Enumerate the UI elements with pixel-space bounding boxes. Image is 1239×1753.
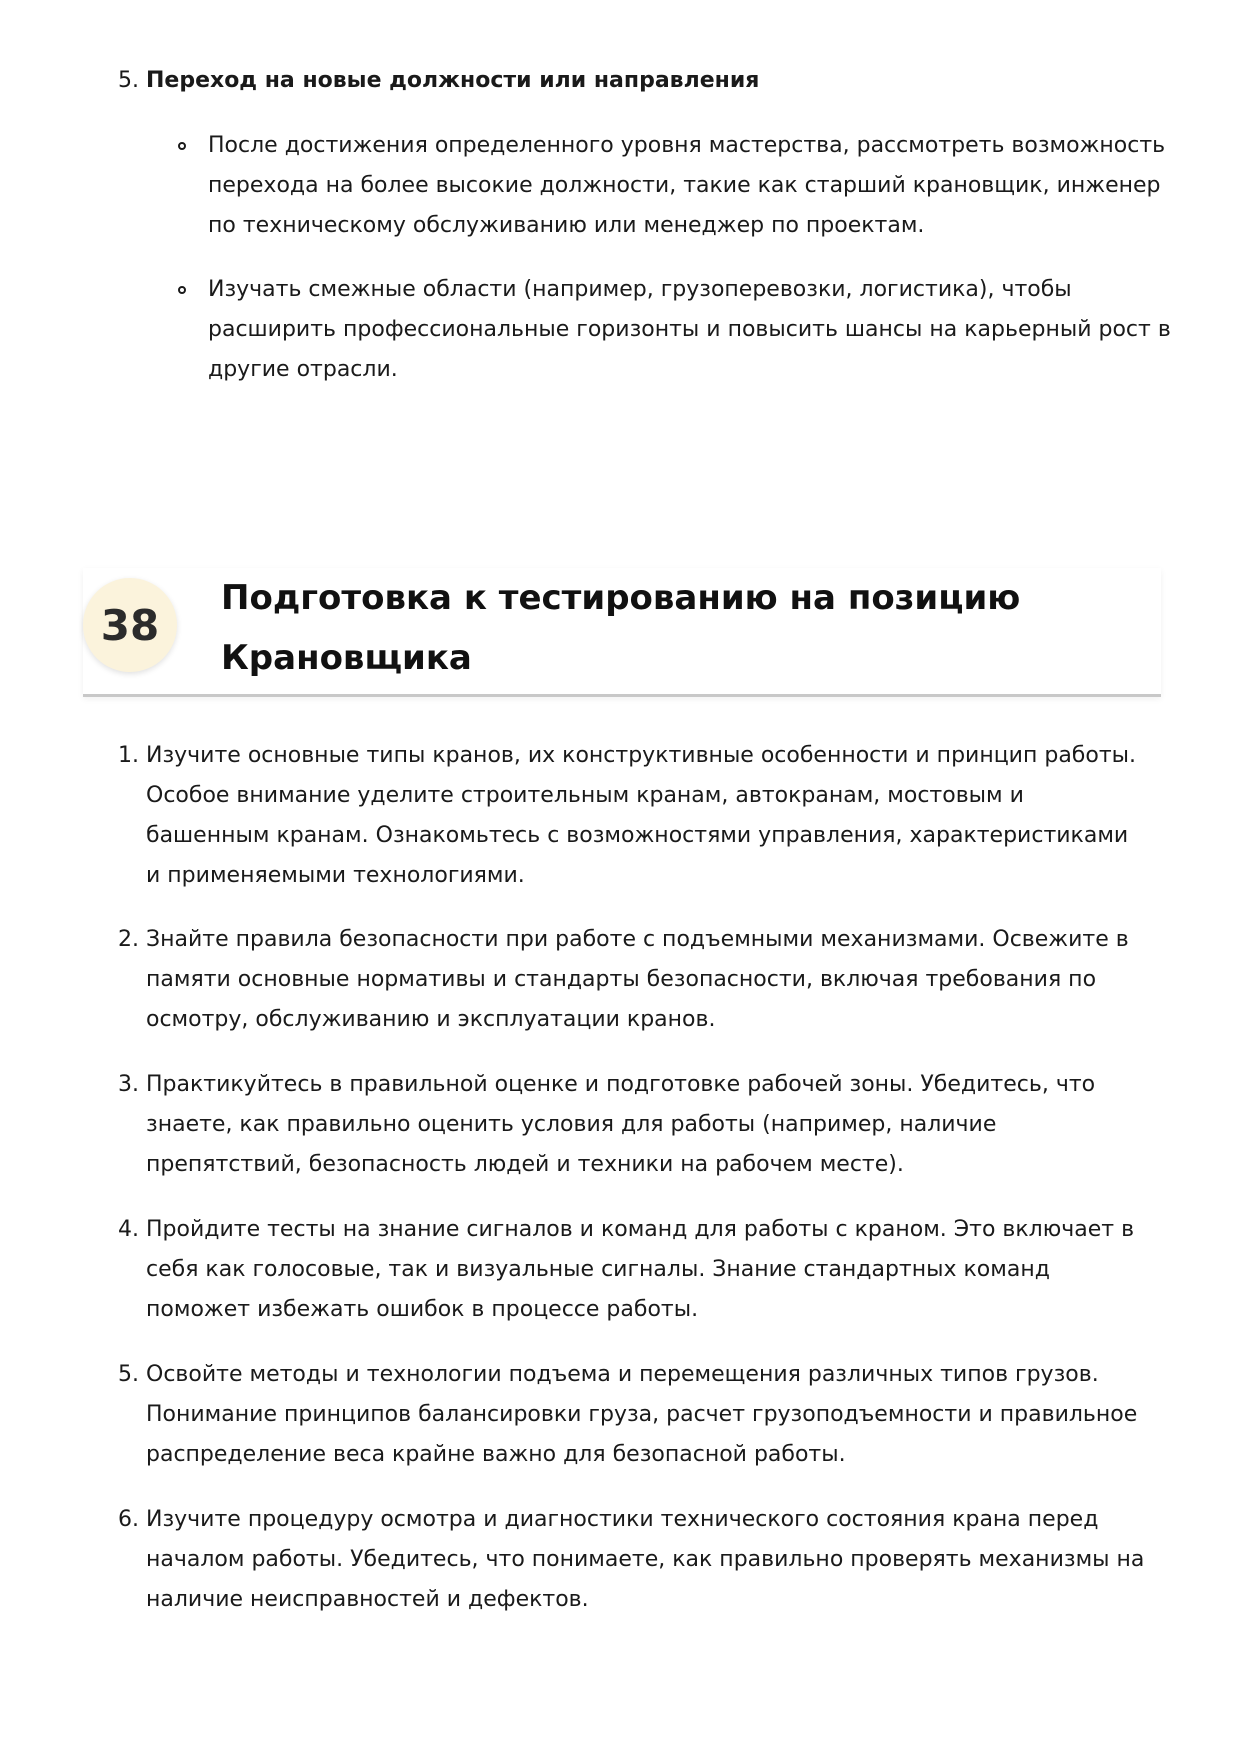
list-item-text: Пройдите тесты на знание сигналов и команд для работы с краном. Это включает в себя как голосовые, так и визуальные сигналы. Знание стандартных команд поможет избежать ошибок в процессе работы. (146, 1217, 1135, 1322)
list-item-number: 5. (118, 68, 139, 93)
sub-list-item-text: После достижения определенного уровня мастерства, рассмотреть возможность перехода на более высокие должности, такие как старший крановщик, инженер по техническому обслуживанию или менеджер по проектам. (208, 133, 1166, 238)
list-item-text: Изучите процедуру осмотра и диагностики технического состояния крана перед началом работы. Убедитесь, что понимаете, как правильно проверять механизмы на наличие неисправностей и дефектов. (146, 1507, 1145, 1612)
section-header (83, 568, 1161, 697)
section-title (221, 568, 1141, 688)
hollow-bullet-icon (178, 142, 186, 150)
list-item-text: Освойте методы и технологии подъема и перемещения различных типов грузов. Понимание принципов балансировки груза, расчет грузоподъемности и правильное распределение веса крайне важно для безопасной работы. (146, 1362, 1138, 1467)
list-item-text: Изучите основные типы кранов, их конструктивные особенности и принцип работы. Особое внимание уделите строительным кранам, автокранам, мостовым и башенным кранам. Ознакомьтесь с возможностями управления, характеристиками и применяемыми технологиями. (146, 743, 1137, 888)
hollow-bullet-icon (178, 286, 186, 294)
list-item-number: 1. (118, 743, 139, 768)
list-item-title: Переход на новые должности или направления (146, 68, 760, 93)
section-number-badge: 38 (83, 578, 177, 672)
section-title-line: Крановщика (221, 638, 472, 678)
section-title-line: Подготовка к тестированию на позицию (221, 578, 1021, 618)
list-item-number: 6. (118, 1507, 139, 1532)
list-item-number: 4. (118, 1217, 139, 1242)
list-item-number: 2. (118, 927, 139, 952)
list-item-number: 5. (118, 1362, 139, 1387)
list-item-text: Практикуйтесь в правильной оценке и подготовке рабочей зоны. Убедитесь, что знаете, как правильно оценить условия для работы (например, наличие препятствий, безопасность людей и техники на рабочем месте). (146, 1072, 1096, 1177)
list-item-number: 3. (118, 1072, 139, 1097)
sub-list-item-text: Изучать смежные области (например, грузоперевозки, логистика), чтобы расширить профессиональные горизонты и повысить шансы на карьерный рост в другие отрасли. (208, 277, 1171, 382)
list-item-text: Знайте правила безопасности при работе с подъемными механизмами. Освежите в памяти основные нормативы и стандарты безопасности, включая требования по осмотру, обслуживанию и эксплуатации кранов. (146, 927, 1129, 1032)
